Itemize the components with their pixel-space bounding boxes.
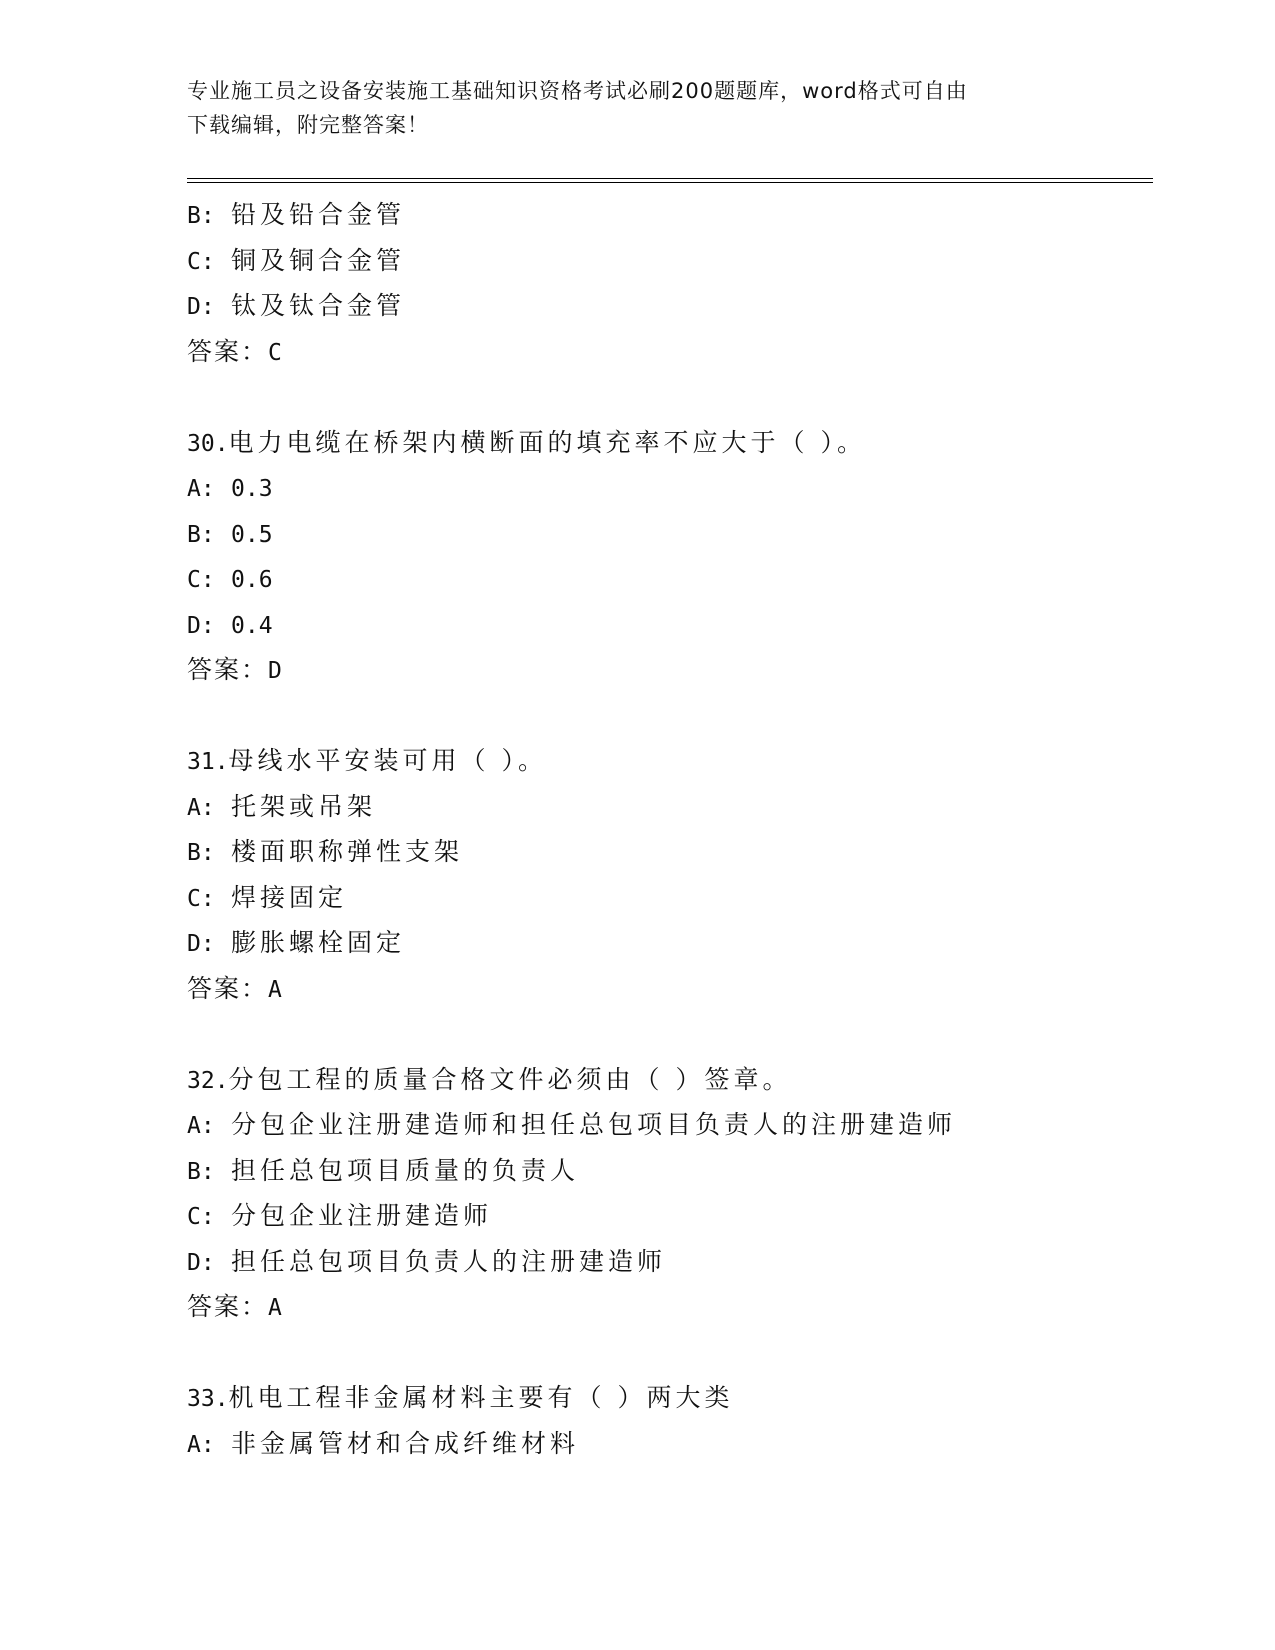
spacer <box>187 1330 1187 1376</box>
option-b <box>187 192 1187 238</box>
option-text: 楼面职称弹性支架 <box>231 837 464 866</box>
option-text: 铅及铅合金管 <box>231 200 406 229</box>
question-stem <box>187 420 1187 466</box>
document-header <box>187 74 1087 142</box>
answer-value: D <box>268 658 282 684</box>
option-d <box>187 602 1187 648</box>
option-label: D: <box>187 931 215 957</box>
option-text: 0.4 <box>231 612 273 639</box>
question-block-32 <box>187 1057 1187 1330</box>
answer-label: 答案： <box>187 655 269 684</box>
question-block-31 <box>187 738 1187 1011</box>
option-b <box>187 511 1187 557</box>
option-label: B: <box>187 1158 215 1185</box>
option-label: C: <box>187 885 215 912</box>
spacer <box>187 1011 1187 1057</box>
option-label: C: <box>187 567 215 593</box>
answer-value: A <box>268 976 282 1003</box>
question-list <box>187 192 1187 1466</box>
option-c <box>187 238 1187 284</box>
option-label: A: <box>187 794 215 821</box>
header-divider-top <box>187 178 1153 179</box>
answer-label: 答案： <box>187 973 269 1003</box>
option-label: B: <box>187 521 215 548</box>
question-stem <box>187 1375 1187 1421</box>
question-block-33 <box>187 1375 1187 1466</box>
option-a <box>187 1102 1187 1148</box>
option-text: 0.5 <box>231 521 273 548</box>
question-text: 机电工程非金属材料主要有（ ）两大类 <box>228 1383 734 1412</box>
question-block-30 <box>187 420 1187 693</box>
option-text: 0.6 <box>231 567 273 593</box>
answer-line <box>187 647 1187 693</box>
question-number: 32. <box>187 1067 229 1094</box>
answer-line <box>187 1284 1187 1330</box>
option-label: C: <box>187 248 215 275</box>
option-a <box>187 784 1187 830</box>
option-a <box>187 465 1187 511</box>
question-block-29 <box>187 192 1187 374</box>
header-line-2: 下载编辑，附完整答案！ <box>187 113 429 137</box>
question-number: 33. <box>187 1386 229 1412</box>
option-label: A: <box>187 476 215 502</box>
option-text: 0.3 <box>231 476 273 502</box>
answer-value: A <box>268 1295 282 1321</box>
option-label: D: <box>187 612 215 639</box>
option-text: 膨胀螺栓固定 <box>231 928 406 957</box>
spacer <box>187 693 1187 739</box>
option-d <box>187 283 1187 329</box>
option-text: 担任总包项目质量的负责人 <box>231 1155 580 1185</box>
option-text: 钛及钛合金管 <box>231 291 406 320</box>
question-text: 电力电缆在桥架内横断面的填充率不应大于（ ）。 <box>228 427 866 457</box>
option-text: 分包企业注册建造师 <box>231 1201 493 1230</box>
question-number: 31. <box>187 749 229 775</box>
option-text: 担任总包项目负责人的注册建造师 <box>231 1246 667 1276</box>
option-label: C: <box>187 1204 215 1230</box>
option-c <box>187 1193 1187 1239</box>
question-text: 分包工程的质量合格文件必须由（ ）签章。 <box>228 1064 792 1094</box>
spacer <box>187 374 1187 420</box>
option-b <box>187 829 1187 875</box>
question-text: 母线水平安装可用（ ）。 <box>228 746 547 775</box>
question-stem <box>187 1057 1187 1103</box>
option-d <box>187 920 1187 966</box>
option-c <box>187 556 1187 602</box>
option-label: A: <box>187 1113 215 1139</box>
answer-label: 答案： <box>187 336 269 366</box>
option-label: D: <box>187 294 215 320</box>
option-label: A: <box>187 1431 215 1458</box>
option-text: 非金属管材和合成纤维材料 <box>231 1428 580 1458</box>
answer-line <box>187 329 1187 375</box>
option-text: 托架或吊架 <box>231 791 377 821</box>
answer-label: 答案： <box>187 1292 269 1321</box>
option-d <box>187 1239 1187 1285</box>
question-stem <box>187 738 1187 784</box>
header-divider-bottom <box>187 182 1153 183</box>
option-a <box>187 1421 1187 1467</box>
answer-value: C <box>268 339 282 366</box>
option-c <box>187 875 1187 921</box>
answer-line <box>187 966 1187 1012</box>
option-b <box>187 1148 1187 1194</box>
option-label: D: <box>187 1249 215 1276</box>
option-text: 分包企业注册建造师和担任总包项目负责人的注册建造师 <box>231 1110 957 1139</box>
option-text: 焊接固定 <box>231 882 348 912</box>
option-label: B: <box>187 203 215 229</box>
option-label: B: <box>187 840 215 866</box>
option-text: 铜及铜合金管 <box>231 245 406 275</box>
header-line-1: 专业施工员之设备安装施工基础知识资格考试必刷200题题库，word格式可自由 <box>187 79 968 103</box>
question-number: 30. <box>187 430 229 457</box>
